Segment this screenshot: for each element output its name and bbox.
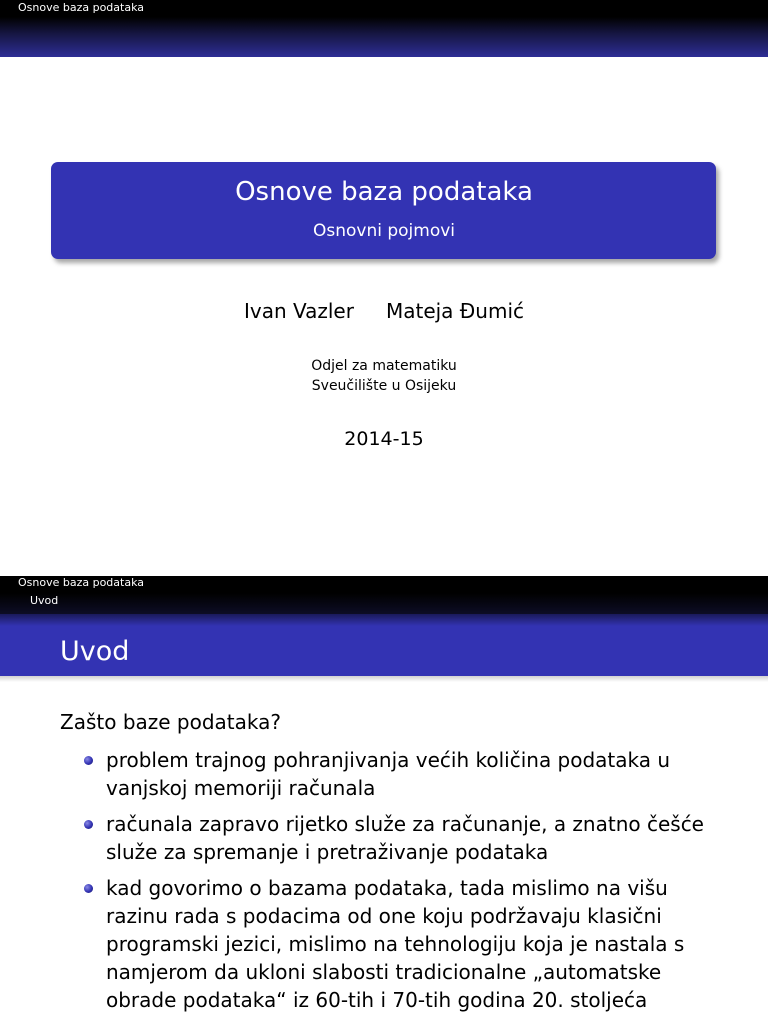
intro-question: Zašto baze podataka? [60, 710, 282, 734]
presentation-date: 2014-15 [344, 428, 424, 450]
nav-subsection-link[interactable]: Uvod [30, 594, 59, 607]
frametitle-shadow [0, 676, 768, 682]
bullet-list [84, 746, 724, 1022]
headline-title: Osnove baza podataka [18, 1, 145, 14]
authors [0, 298, 768, 324]
headline-gradient [0, 17, 768, 57]
institute-department: Odjel za matematiku [311, 358, 457, 374]
list-item-text: kad govorimo o bazama podataka, tada mislimo na višu razinu rada s podacima od one koju podržavaju klasični programski jezici, mislimo na tehnologiju koja je nastala s namjerom da ukloni slabosti tradicionalne „automatske obrade podataka“ iz 60-tih i 70-tih godina 20. stoljeća [106, 876, 685, 1012]
list-item-text: računala zapravo rijetko služe za računanje, a znatno češće služe za spremanje i pretraživanje podataka [106, 812, 704, 864]
presentation-subtitle: Osnovni pojmovi [312, 221, 456, 241]
institute [0, 356, 768, 396]
nav-section-link[interactable]: Osnove baza podataka [18, 576, 145, 589]
frame-title: Uvod [60, 636, 130, 667]
ball-bullet-icon [84, 756, 93, 765]
author-name: Ivan Vazler [243, 299, 354, 323]
navigation-bar [0, 576, 768, 614]
frametitle-fade [0, 614, 768, 626]
ball-bullet-icon [84, 884, 93, 893]
list-item [84, 810, 724, 866]
ball-bullet-icon [84, 820, 93, 829]
institute-university: Sveučilište u Osijeku [311, 378, 457, 394]
list-item-text: problem trajnog pohranjivanja većih količina podataka u vanjskoj memoriji računala [106, 748, 671, 800]
headline-bar [0, 0, 768, 17]
presentation-title: Osnove baza podataka [235, 177, 533, 207]
author-name: Mateja Đumić [385, 299, 525, 323]
list-item [84, 874, 724, 1014]
list-item [84, 746, 724, 802]
uvod-slide [0, 576, 768, 1024]
